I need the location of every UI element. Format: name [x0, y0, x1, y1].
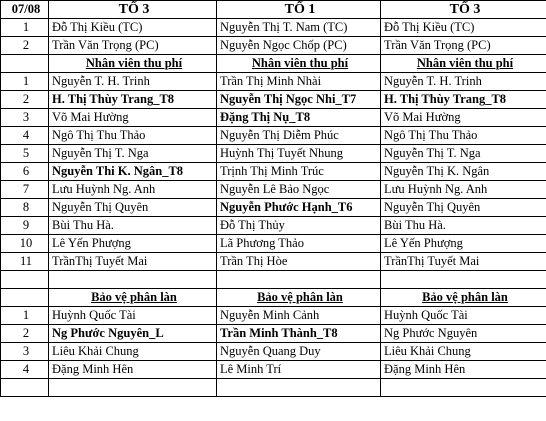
blank-cell[interactable]: [1, 289, 49, 307]
cell[interactable]: Nguyễn Minh Cảnh: [217, 307, 381, 325]
guard-row: [1, 361, 546, 379]
row-index[interactable]: 1: [1, 73, 49, 91]
cell[interactable]: Đặng Minh Hên: [49, 361, 217, 379]
cell[interactable]: Nguyễn Thi K. Ngân_T8: [49, 163, 217, 181]
staff-row: [1, 199, 546, 217]
staff-row: [1, 145, 546, 163]
cell[interactable]: Đặng Minh Hên: [381, 361, 546, 379]
cell[interactable]: TrầnThị Tuyết Mai: [49, 253, 217, 271]
cell[interactable]: Nguyễn T. H. Trinh: [49, 73, 217, 91]
row-index[interactable]: 2: [1, 37, 49, 55]
guard-row: [1, 343, 546, 361]
cell[interactable]: Ngô Thị Thu Thảo: [381, 127, 546, 145]
row-index[interactable]: 3: [1, 109, 49, 127]
cell[interactable]: Lưu Huỳnh Ng. Anh: [381, 181, 546, 199]
cell[interactable]: Huỳnh Thị Tuyết Nhung: [217, 145, 381, 163]
header-row: [1, 1, 546, 19]
row-index[interactable]: 4: [1, 361, 49, 379]
cell[interactable]: Nguyễn Thị T. Nam (TC): [217, 19, 381, 37]
cell[interactable]: Ng Phước Nguyên_L: [49, 325, 217, 343]
cell[interactable]: Nguyễn Phước Hạnh_T6: [217, 199, 381, 217]
row-index[interactable]: 10: [1, 235, 49, 253]
cell[interactable]: Liêu Khải Chung: [381, 343, 546, 361]
cell[interactable]: Ngô Thị Thu Thảo: [49, 127, 217, 145]
cell[interactable]: Nguyễn Thị Quyên: [49, 199, 217, 217]
cell[interactable]: Nguyễn Lê Bảo Ngọc: [217, 181, 381, 199]
blank-cell[interactable]: [1, 55, 49, 73]
blank-cell[interactable]: [49, 271, 217, 289]
cell[interactable]: Nguyễn Thị T. Nga: [381, 145, 546, 163]
row-index[interactable]: 1: [1, 19, 49, 37]
cell[interactable]: Đặng Thị Nụ_T8: [217, 109, 381, 127]
cell[interactable]: Lê Yến Phượng: [381, 235, 546, 253]
cell[interactable]: Liêu Khải Chung: [49, 343, 217, 361]
row-index[interactable]: 5: [1, 145, 49, 163]
row-index[interactable]: 11: [1, 253, 49, 271]
section-header-row: [1, 289, 546, 307]
cell[interactable]: Đỗ Thị Kiều (TC): [381, 19, 546, 37]
staff-row: [1, 217, 546, 235]
cell[interactable]: Nguyễn Thị Quyên: [381, 199, 546, 217]
section-header[interactable]: Bảo vệ phân làn: [217, 289, 381, 307]
staff-row: [1, 253, 546, 271]
staff-row: [1, 91, 546, 109]
cell[interactable]: H. Thị Thùy Trang_T8: [49, 91, 217, 109]
team-header-2[interactable]: TỔ 1: [217, 1, 381, 19]
row-index[interactable]: 7: [1, 181, 49, 199]
team-header-3[interactable]: TỔ 3: [381, 1, 546, 19]
cell[interactable]: Nguyễn T. H. Trinh: [381, 73, 546, 91]
row-index[interactable]: 9: [1, 217, 49, 235]
staff-row: [1, 127, 546, 145]
leader-row: [1, 19, 546, 37]
section-header[interactable]: Nhân viên thu phí: [381, 55, 546, 73]
staff-row: [1, 235, 546, 253]
cell[interactable]: Trần Văn Trọng (PC): [381, 37, 546, 55]
leader-row: [1, 37, 546, 55]
row-index[interactable]: 4: [1, 127, 49, 145]
section-header[interactable]: Nhân viên thu phí: [49, 55, 217, 73]
cell[interactable]: Trịnh Thị Minh Trúc: [217, 163, 381, 181]
cell[interactable]: Nguyễn Quang Duy: [217, 343, 381, 361]
staff-row: [1, 73, 546, 91]
cell[interactable]: Võ Mai Hường: [49, 109, 217, 127]
row-index[interactable]: 8: [1, 199, 49, 217]
cell[interactable]: Nguyễn Ngọc Chốp (PC): [217, 37, 381, 55]
blank-cell[interactable]: [1, 379, 49, 397]
date-cell[interactable]: 07/08: [1, 1, 49, 19]
cell[interactable]: Nguyễn Thị T. Nga: [49, 145, 217, 163]
cell[interactable]: H. Thị Thùy Trang_T8: [381, 91, 546, 109]
cell[interactable]: Trần Thị Hòe: [217, 253, 381, 271]
blank-cell[interactable]: [49, 379, 217, 397]
cell[interactable]: Bùi Thu Hà.: [381, 217, 546, 235]
row-index[interactable]: 6: [1, 163, 49, 181]
blank-cell[interactable]: [1, 271, 49, 289]
cell[interactable]: Đỗ Thị Thủy: [217, 217, 381, 235]
empty-row: [1, 271, 546, 289]
blank-cell[interactable]: [217, 379, 381, 397]
staff-row: [1, 109, 546, 127]
cell[interactable]: Lã Phương Thảo: [217, 235, 381, 253]
blank-cell[interactable]: [381, 271, 546, 289]
cell[interactable]: Nguyễn Thị Ngọc Nhi_T7: [217, 91, 381, 109]
cell[interactable]: Nguyễn Thị K. Ngân: [381, 163, 546, 181]
section-header[interactable]: Bảo vệ phân làn: [49, 289, 217, 307]
cell[interactable]: Võ Mai Hường: [381, 109, 546, 127]
guard-row: [1, 307, 546, 325]
team-header-1[interactable]: TỔ 3: [49, 1, 217, 19]
empty-row: [1, 379, 546, 397]
guard-row: [1, 325, 546, 343]
cell[interactable]: Nguyễn Thị Diễm Phúc: [217, 127, 381, 145]
cell[interactable]: Ng Phước Nguyên: [381, 325, 546, 343]
section-header[interactable]: Bảo vệ phân làn: [381, 289, 546, 307]
cell[interactable]: Lê Minh Trí: [217, 361, 381, 379]
cell[interactable]: Huỳnh Quốc Tài: [381, 307, 546, 325]
blank-cell[interactable]: [217, 271, 381, 289]
blank-cell[interactable]: [381, 379, 546, 397]
cell[interactable]: Bùi Thu Hà.: [49, 217, 217, 235]
staff-row: [1, 163, 546, 181]
row-index[interactable]: 1: [1, 307, 49, 325]
cell[interactable]: Trần Văn Trọng (PC): [49, 37, 217, 55]
cell[interactable]: Lưu Huỳnh Ng. Anh: [49, 181, 217, 199]
cell[interactable]: TrầnThị Tuyết Mai: [381, 253, 546, 271]
cell[interactable]: Lê Yến Phượng: [49, 235, 217, 253]
row-index[interactable]: 3: [1, 343, 49, 361]
cell[interactable]: Trần Thị Minh Nhài: [217, 73, 381, 91]
section-header-row: [1, 55, 546, 73]
cell[interactable]: Trần Minh Thành_T8: [217, 325, 381, 343]
cell[interactable]: Đỗ Thị Kiều (TC): [49, 19, 217, 37]
section-header[interactable]: Nhân viên thu phí: [217, 55, 381, 73]
cell[interactable]: Huỳnh Quốc Tài: [49, 307, 217, 325]
staff-row: [1, 181, 546, 199]
row-index[interactable]: 2: [1, 91, 49, 109]
row-index[interactable]: 2: [1, 325, 49, 343]
